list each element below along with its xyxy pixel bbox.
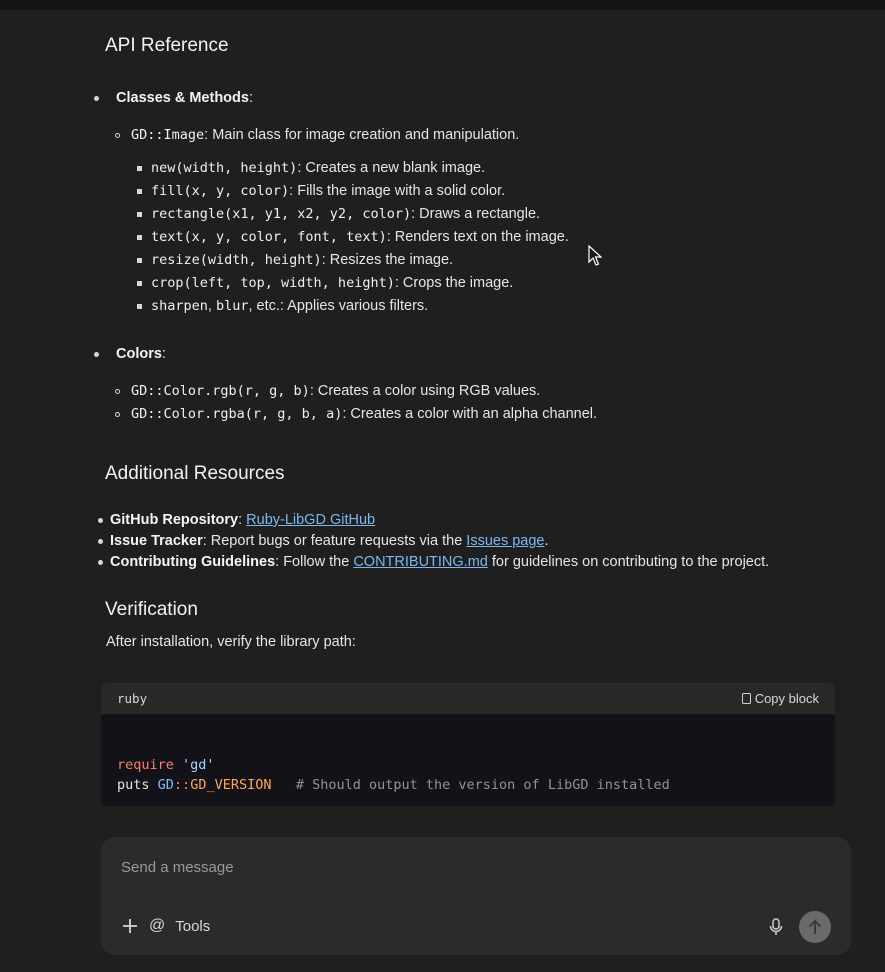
classes-methods-item: Classes & Methods: (116, 90, 253, 106)
tools-button[interactable]: Tools (175, 917, 211, 935)
method-item: crop(left, top, width, height): Crops the image. (151, 275, 514, 291)
resource-item-contributing: Contributing Guidelines: Follow the CONTRIBUTING.md for guidelines on contributing to the project. (110, 554, 770, 570)
mouse-cursor-icon (588, 245, 602, 267)
composer-toolbar (121, 917, 210, 935)
arrow-up-icon (808, 919, 822, 935)
clipboard-icon (742, 693, 751, 704)
classes-methods-label: Classes & Methods (116, 90, 249, 106)
filters-item: sharpen, blur, etc.: Applies various filters. (151, 298, 429, 314)
plus-icon[interactable] (121, 917, 139, 935)
method-item: rectangle(x1, y1, x2, y2, color): Draws a rectangle. (151, 206, 541, 222)
verification-intro: After installation, verify the library path: (106, 634, 356, 650)
bullet (94, 96, 99, 101)
section-title-verification: Verification (105, 599, 198, 620)
top-bar (0, 0, 885, 10)
image-class-code: GD::Image (131, 127, 205, 143)
message-input[interactable]: Send a message (121, 859, 234, 876)
issues-page-link[interactable]: Issues page (466, 533, 545, 549)
send-button[interactable] (799, 911, 831, 943)
code-language: ruby (117, 691, 148, 706)
colors-label: Colors (116, 346, 162, 362)
method-item: resize(width, height): Resizes the image. (151, 252, 454, 268)
contributing-link[interactable]: CONTRIBUTING.md (353, 554, 488, 570)
color-rgba-item: GD::Color.rgba(r, g, b, a): Creates a color with an alpha channel. (131, 406, 598, 422)
resource-item-github: GitHub Repository: Ruby-LibGD GitHub (110, 512, 376, 528)
code-block-header (101, 683, 835, 714)
section-title-resources: Additional Resources (105, 463, 285, 484)
bullet-circle (115, 133, 120, 138)
bullet (94, 352, 99, 357)
method-item: new(width, height): Creates a new blank image. (151, 160, 486, 176)
code-content: require 'gd' puts GD::GD_VERSION # Should output the version of LibGD installed (117, 757, 670, 793)
method-item: text(x, y, color, font, text): Renders text on the image. (151, 229, 569, 245)
message-composer (101, 837, 851, 955)
resource-item-issues: Issue Tracker: Report bugs or feature requests via the Issues page. (110, 533, 549, 549)
microphone-icon[interactable] (769, 918, 783, 936)
code-block (101, 683, 835, 806)
at-mention-icon[interactable]: @ (149, 917, 166, 934)
copy-block-button[interactable]: Copy block (742, 691, 819, 706)
section-title-api: API Reference (105, 35, 229, 56)
color-rgb-item: GD::Color.rgb(r, g, b): Creates a color using RGB values. (131, 383, 541, 399)
image-class-item: GD::Image: Main class for image creation and manipulation. (131, 127, 520, 143)
github-link[interactable]: Ruby-LibGD GitHub (246, 512, 376, 528)
method-item: fill(x, y, color): Fills the image with a solid color. (151, 183, 506, 199)
colors-item: Colors: (116, 346, 166, 362)
